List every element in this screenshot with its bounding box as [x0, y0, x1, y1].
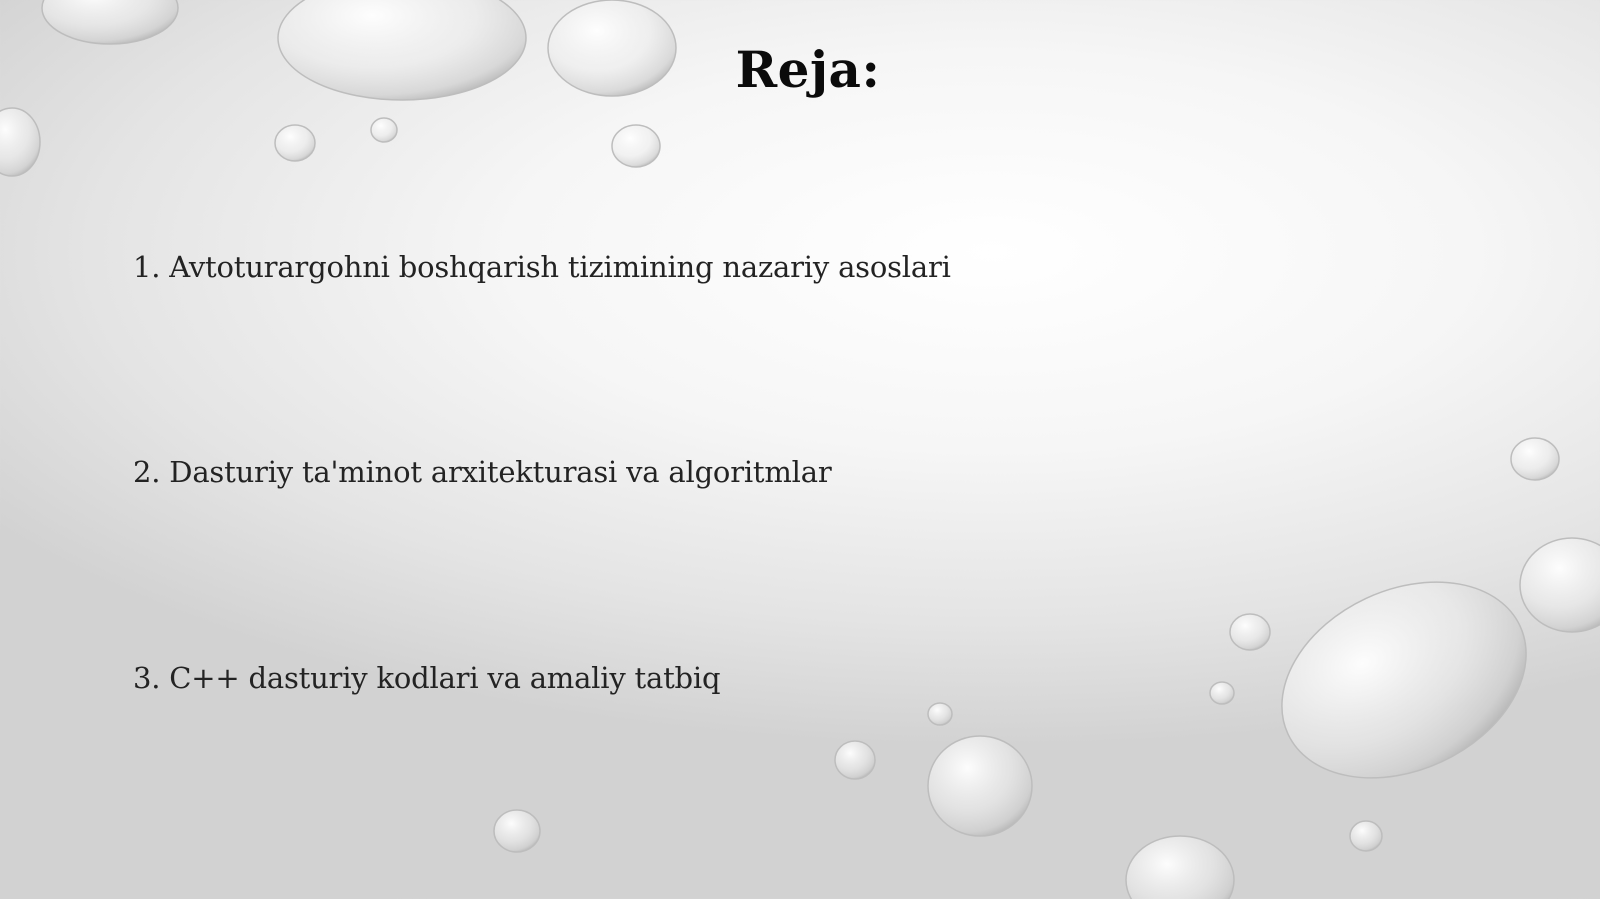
water-drop [1250, 544, 1558, 815]
water-drop [1230, 614, 1270, 650]
slide-title: Reja: [735, 40, 881, 99]
water-drop [42, 0, 178, 44]
water-drop [371, 118, 397, 142]
water-drop [835, 741, 875, 779]
plan-item-2: 2. Dasturiy ta'minot arxitekturasi va algoritmlar [133, 455, 832, 489]
plan-item-1: 1. Avtoturargohni boshqarish tizimining nazariy asoslari [133, 250, 951, 284]
water-drop [1350, 821, 1382, 851]
water-drop [928, 703, 952, 725]
water-drop [612, 125, 660, 167]
water-drop [0, 108, 40, 176]
water-drop [1126, 836, 1234, 899]
water-drop [1210, 682, 1234, 704]
water-drop [494, 810, 540, 852]
water-drop [928, 736, 1032, 836]
water-drop [1520, 538, 1600, 632]
water-drop [275, 125, 315, 161]
water-drop [1511, 438, 1559, 480]
plan-item-3: 3. C++ dasturiy kodlari va amaliy tatbiq [133, 661, 721, 695]
